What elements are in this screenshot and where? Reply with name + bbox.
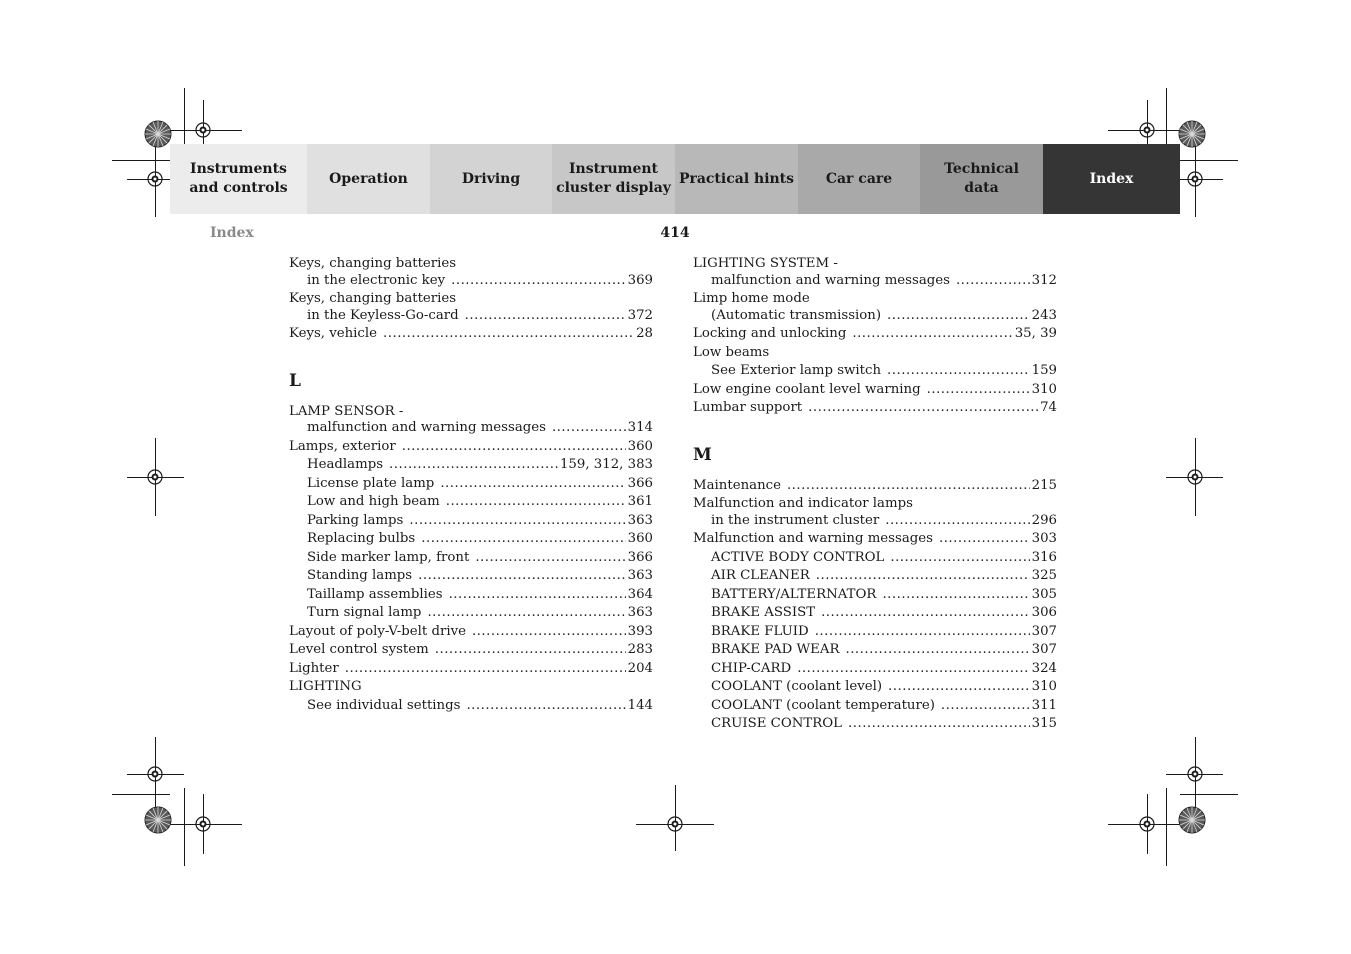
index-subentry: Standing lamps ..... 363: [289, 568, 653, 585]
page-ref[interactable]: 303: [1031, 531, 1057, 546]
index-subentry: BATTERY/ALTERNATOR ..... 305: [693, 587, 1057, 604]
page-ref[interactable]: 360: [627, 531, 653, 546]
index-subentry: Low and high beam ..... 361: [289, 494, 653, 511]
index-entry: LIGHTING See individual settings ..... 144: [289, 679, 653, 714]
page-ref[interactable]: 316: [1031, 549, 1057, 565]
index-subentry: CHIP-CARD ..... 324: [693, 661, 1057, 678]
page-ref[interactable]: 325: [1031, 568, 1057, 583]
index-entry: Lamps, exterior ..... 360: [289, 439, 653, 456]
page-ref[interactable]: 393: [627, 623, 653, 639]
index-subentry: BRAKE PAD WEAR ..... 307: [693, 642, 1057, 659]
index-subentry: BRAKE FLUID ..... 307: [693, 624, 1057, 641]
index-subentry: Replacing bulbs ..... 360: [289, 531, 653, 548]
index-entry: Malfunction and indicator lamps in the instrument cluster ..... 296: [693, 496, 1057, 529]
index-entry: Malfunction and warning messages ..... 303: [693, 531, 1057, 548]
index-entry: Lumbar support ..... 74: [693, 400, 1057, 417]
page-ref[interactable]: 324: [1031, 660, 1057, 676]
page-ref[interactable]: 306: [1031, 605, 1057, 620]
page-ref[interactable]: 314: [627, 420, 653, 435]
page-ref[interactable]: 364: [627, 586, 653, 602]
section-label: Index: [210, 225, 254, 241]
page-ref[interactable]: 360: [627, 438, 653, 454]
page-ref[interactable]: 35, 39: [1014, 326, 1057, 341]
page-ref[interactable]: 28: [636, 326, 653, 341]
index-subentry: License plate lamp ..... 366: [289, 476, 653, 493]
page-ref[interactable]: 215: [1031, 477, 1057, 493]
page-ref[interactable]: 361: [627, 494, 653, 509]
section-tabs: [170, 144, 1180, 214]
index-entry: Keys, changing batteries in the Keyless-Go-card ..... 372: [289, 291, 653, 324]
page-ref[interactable]: 305: [1031, 586, 1057, 602]
page-ref[interactable]: 243: [1031, 307, 1057, 323]
page-ref[interactable]: 74: [1040, 400, 1057, 415]
index-entry: LAMP SENSOR - malfunction and warning messages ..... 314: [289, 404, 653, 437]
index-entry: Lighter ..... 204: [289, 661, 653, 678]
index-entry: Keys, vehicle ..... 28: [289, 326, 653, 343]
tab-instruments-and-controls[interactable]: Instruments and controls: [170, 144, 307, 214]
page-ref[interactable]: 369: [627, 272, 653, 288]
index-subentry: Taillamp assemblies ..... 364: [289, 587, 653, 604]
page-ref[interactable]: 307: [1031, 623, 1057, 639]
index-subentry: Headlamps ..... 159, 312, 383: [289, 457, 653, 474]
index-subentry: Parking lamps ..... 363: [289, 513, 653, 530]
index-subentry: AIR CLEANER ..... 325: [693, 568, 1057, 585]
index-entry: LIGHTING SYSTEM - malfunction and warning messages ..... 312: [693, 256, 1057, 289]
index-entry: Low engine coolant level warning ..... 310: [693, 382, 1057, 399]
index-entry: Layout of poly-V-belt drive ..... 393: [289, 624, 653, 641]
page-ref[interactable]: 366: [627, 549, 653, 565]
page-ref[interactable]: 312: [1031, 272, 1057, 288]
page-ref[interactable]: 310: [1031, 381, 1057, 397]
index-letter-heading: M: [693, 444, 712, 465]
index-entry: Limp home mode (Automatic transmission) ..... 243: [693, 291, 1057, 324]
tab-index[interactable]: Index: [1043, 144, 1180, 214]
index-column-right: [693, 256, 1057, 733]
tab-instrument-cluster-display[interactable]: Instrument cluster display: [552, 144, 675, 214]
index-subentry: Side marker lamp, front ..... 366: [289, 550, 653, 567]
index-entry: Maintenance ..... 215: [693, 478, 1057, 495]
page-ref[interactable]: 204: [627, 660, 653, 676]
page-ref[interactable]: 296: [1031, 512, 1057, 528]
index-entry: Level control system ..... 283: [289, 642, 653, 659]
tab-operation[interactable]: Operation: [307, 144, 430, 214]
index-subentry: CRUISE CONTROL ..... 315: [693, 716, 1057, 733]
page-ref[interactable]: 372: [627, 307, 653, 323]
page-ref[interactable]: 159: [1031, 363, 1057, 378]
page-ref[interactable]: 307: [1031, 642, 1057, 657]
tab-car-care[interactable]: Car care: [798, 144, 920, 214]
page-ref[interactable]: 363: [627, 605, 653, 620]
index-entry: Locking and unlocking ..... 35, 39: [693, 326, 1057, 343]
tab-driving[interactable]: Driving: [430, 144, 552, 214]
page-ref[interactable]: 315: [1031, 716, 1057, 731]
index-subentry: COOLANT (coolant level) ..... 310: [693, 679, 1057, 696]
index-letter-heading: L: [289, 370, 301, 391]
tab-practical-hints[interactable]: Practical hints: [675, 144, 798, 214]
page-ref[interactable]: 310: [1031, 679, 1057, 694]
tab-technical-data[interactable]: Technical data: [920, 144, 1043, 214]
page-number: 414: [660, 225, 690, 241]
index-subentry: COOLANT (coolant temperature) ..... 311: [693, 698, 1057, 715]
index-subentry: ACTIVE BODY CONTROL ..... 316: [693, 550, 1057, 567]
index-subentry: BRAKE ASSIST ..... 306: [693, 605, 1057, 622]
page-ref[interactable]: 283: [627, 642, 653, 657]
page-ref[interactable]: 159, 312, 383: [559, 457, 653, 472]
page-ref[interactable]: 363: [627, 568, 653, 583]
page-ref[interactable]: 363: [627, 512, 653, 528]
index-entry: Keys, changing batteries in the electronic key ..... 369: [289, 256, 653, 289]
page-ref[interactable]: 366: [627, 475, 653, 491]
index-entry: Low beams See Exterior lamp switch ..... 159: [693, 345, 1057, 380]
index-column-left: [289, 256, 653, 714]
page-ref[interactable]: 144: [627, 697, 653, 713]
page-ref[interactable]: 311: [1031, 697, 1057, 713]
index-subentry: Turn signal lamp ..... 363: [289, 605, 653, 622]
